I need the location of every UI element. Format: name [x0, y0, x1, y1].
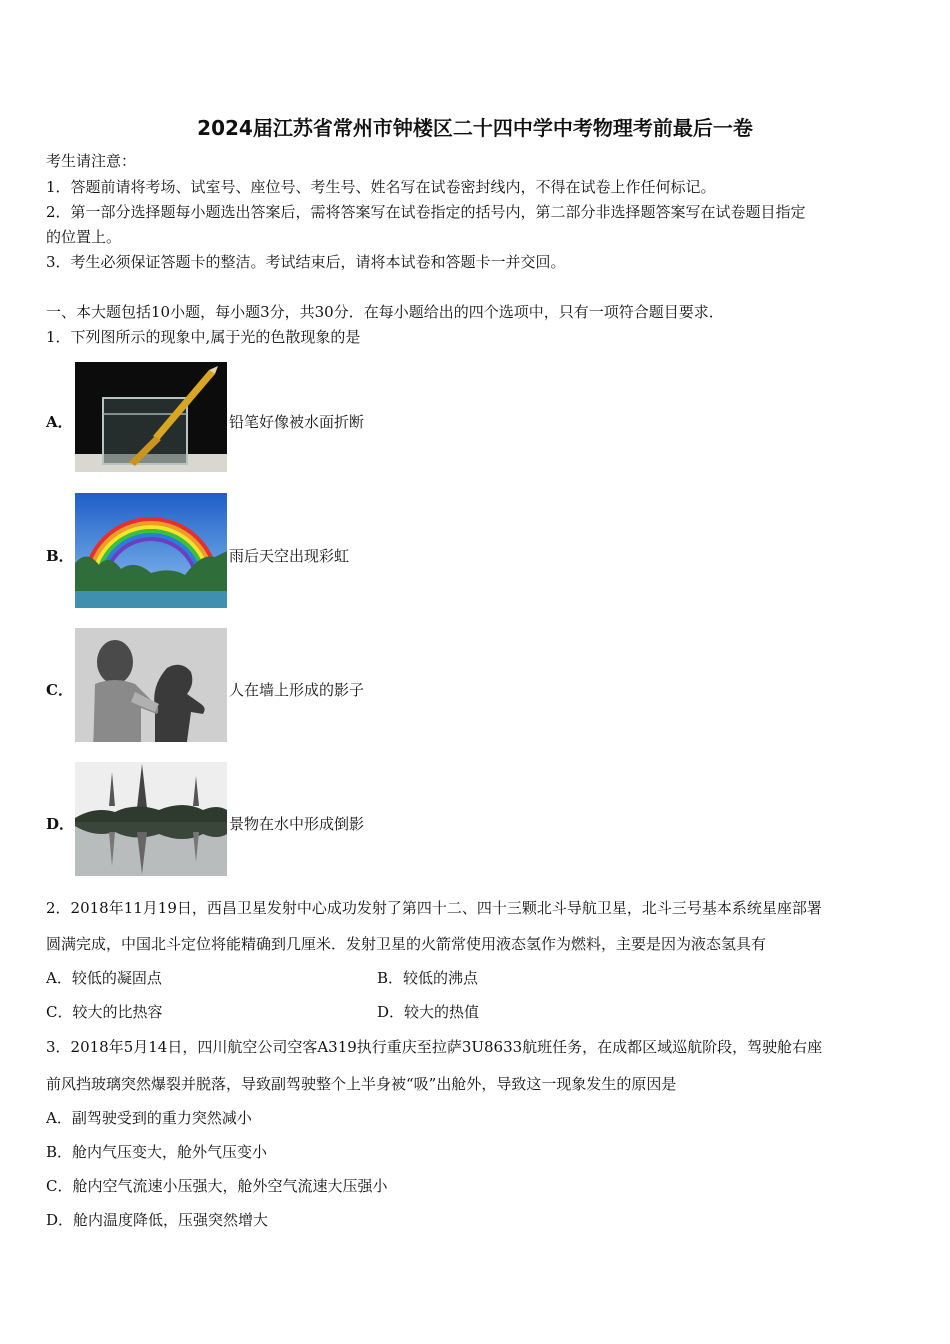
notice-item: 1．答题前请将考场、试室号、座位号、考生号、姓名写在试卷密封线内，不得在试卷上作任何标记。: [46, 178, 716, 196]
answer-option: C．舱内空气流速小压强大，舱外空气流速大压强小: [46, 1177, 388, 1195]
answer-option: C．较大的比热容: [46, 1003, 163, 1021]
notice-item: 2．第一部分选择题每小题选出答案后，需将答案写在试卷指定的括号内，第二部分非选择题答案写在试卷题目指定: [46, 203, 806, 221]
option-letter: B．: [46, 547, 74, 565]
answer-option: D．舱内温度降低，压强突然增大: [46, 1211, 269, 1229]
notice-item: 的位置上。: [46, 228, 122, 246]
notice-header: 考生请注意：: [46, 152, 137, 170]
answer-option: B．较低的沸点: [377, 969, 479, 987]
section-heading: 一、本大题包括10小题，每小题3分，共30分．在每小题给出的四个选项中，只有一项符合题目要求．: [46, 303, 724, 321]
option-text: 铅笔好像被水面折断: [229, 413, 365, 431]
option-letter: D．: [46, 815, 75, 833]
pencil-in-water-image: [75, 362, 227, 472]
answer-option: A．较低的凝固点: [46, 969, 162, 987]
answer-option: D．较大的热值: [377, 1003, 480, 1021]
option-text: 景物在水中形成倒影: [229, 815, 365, 833]
question-stem: 2．2018年11月19日，西昌卫星发射中心成功发射了第四十二、四十三颗北斗导航卫星，北斗三号基本系统星座部署: [46, 899, 822, 917]
option-text: 雨后天空出现彩虹: [229, 547, 350, 565]
option-text: 人在墙上形成的影子: [229, 681, 365, 699]
question-stem: 圆满完成，中国北斗定位将能精确到几厘米．发射卫星的火箭常使用液态氢作为燃料，主要是因为液态氢具有: [46, 935, 767, 953]
shadow-image: [75, 628, 227, 742]
rainbow-image: [75, 493, 227, 608]
question-stem: 1．下列图所示的现象中,属于光的色散现象的是: [46, 328, 361, 346]
page-title: 2024届江苏省常州市钟楼区二十四中学中考物理考前最后一卷: [197, 116, 753, 140]
notice-item: 3．考生必须保证答题卡的整洁。考试结束后，请将本试卷和答题卡一并交回。: [46, 253, 566, 271]
question-stem: 3．2018年5月14日，四川航空公司空客A319执行重庆至拉萨3U8633航班任务，在成都区域巡航阶段，驾驶舱右座: [46, 1038, 823, 1056]
question-stem: 前风挡玻璃突然爆裂并脱落，导致副驾驶整个上半身被“吸”出舱外，导致这一现象发生的原因是: [46, 1075, 677, 1093]
option-letter: C．: [46, 681, 73, 699]
option-letter: A．: [46, 413, 73, 431]
answer-option: B．舱内气压变大，舱外气压变小: [46, 1143, 268, 1161]
answer-option: A．副驾驶受到的重力突然减小: [46, 1109, 252, 1127]
pagoda-reflection-image: [75, 762, 227, 876]
